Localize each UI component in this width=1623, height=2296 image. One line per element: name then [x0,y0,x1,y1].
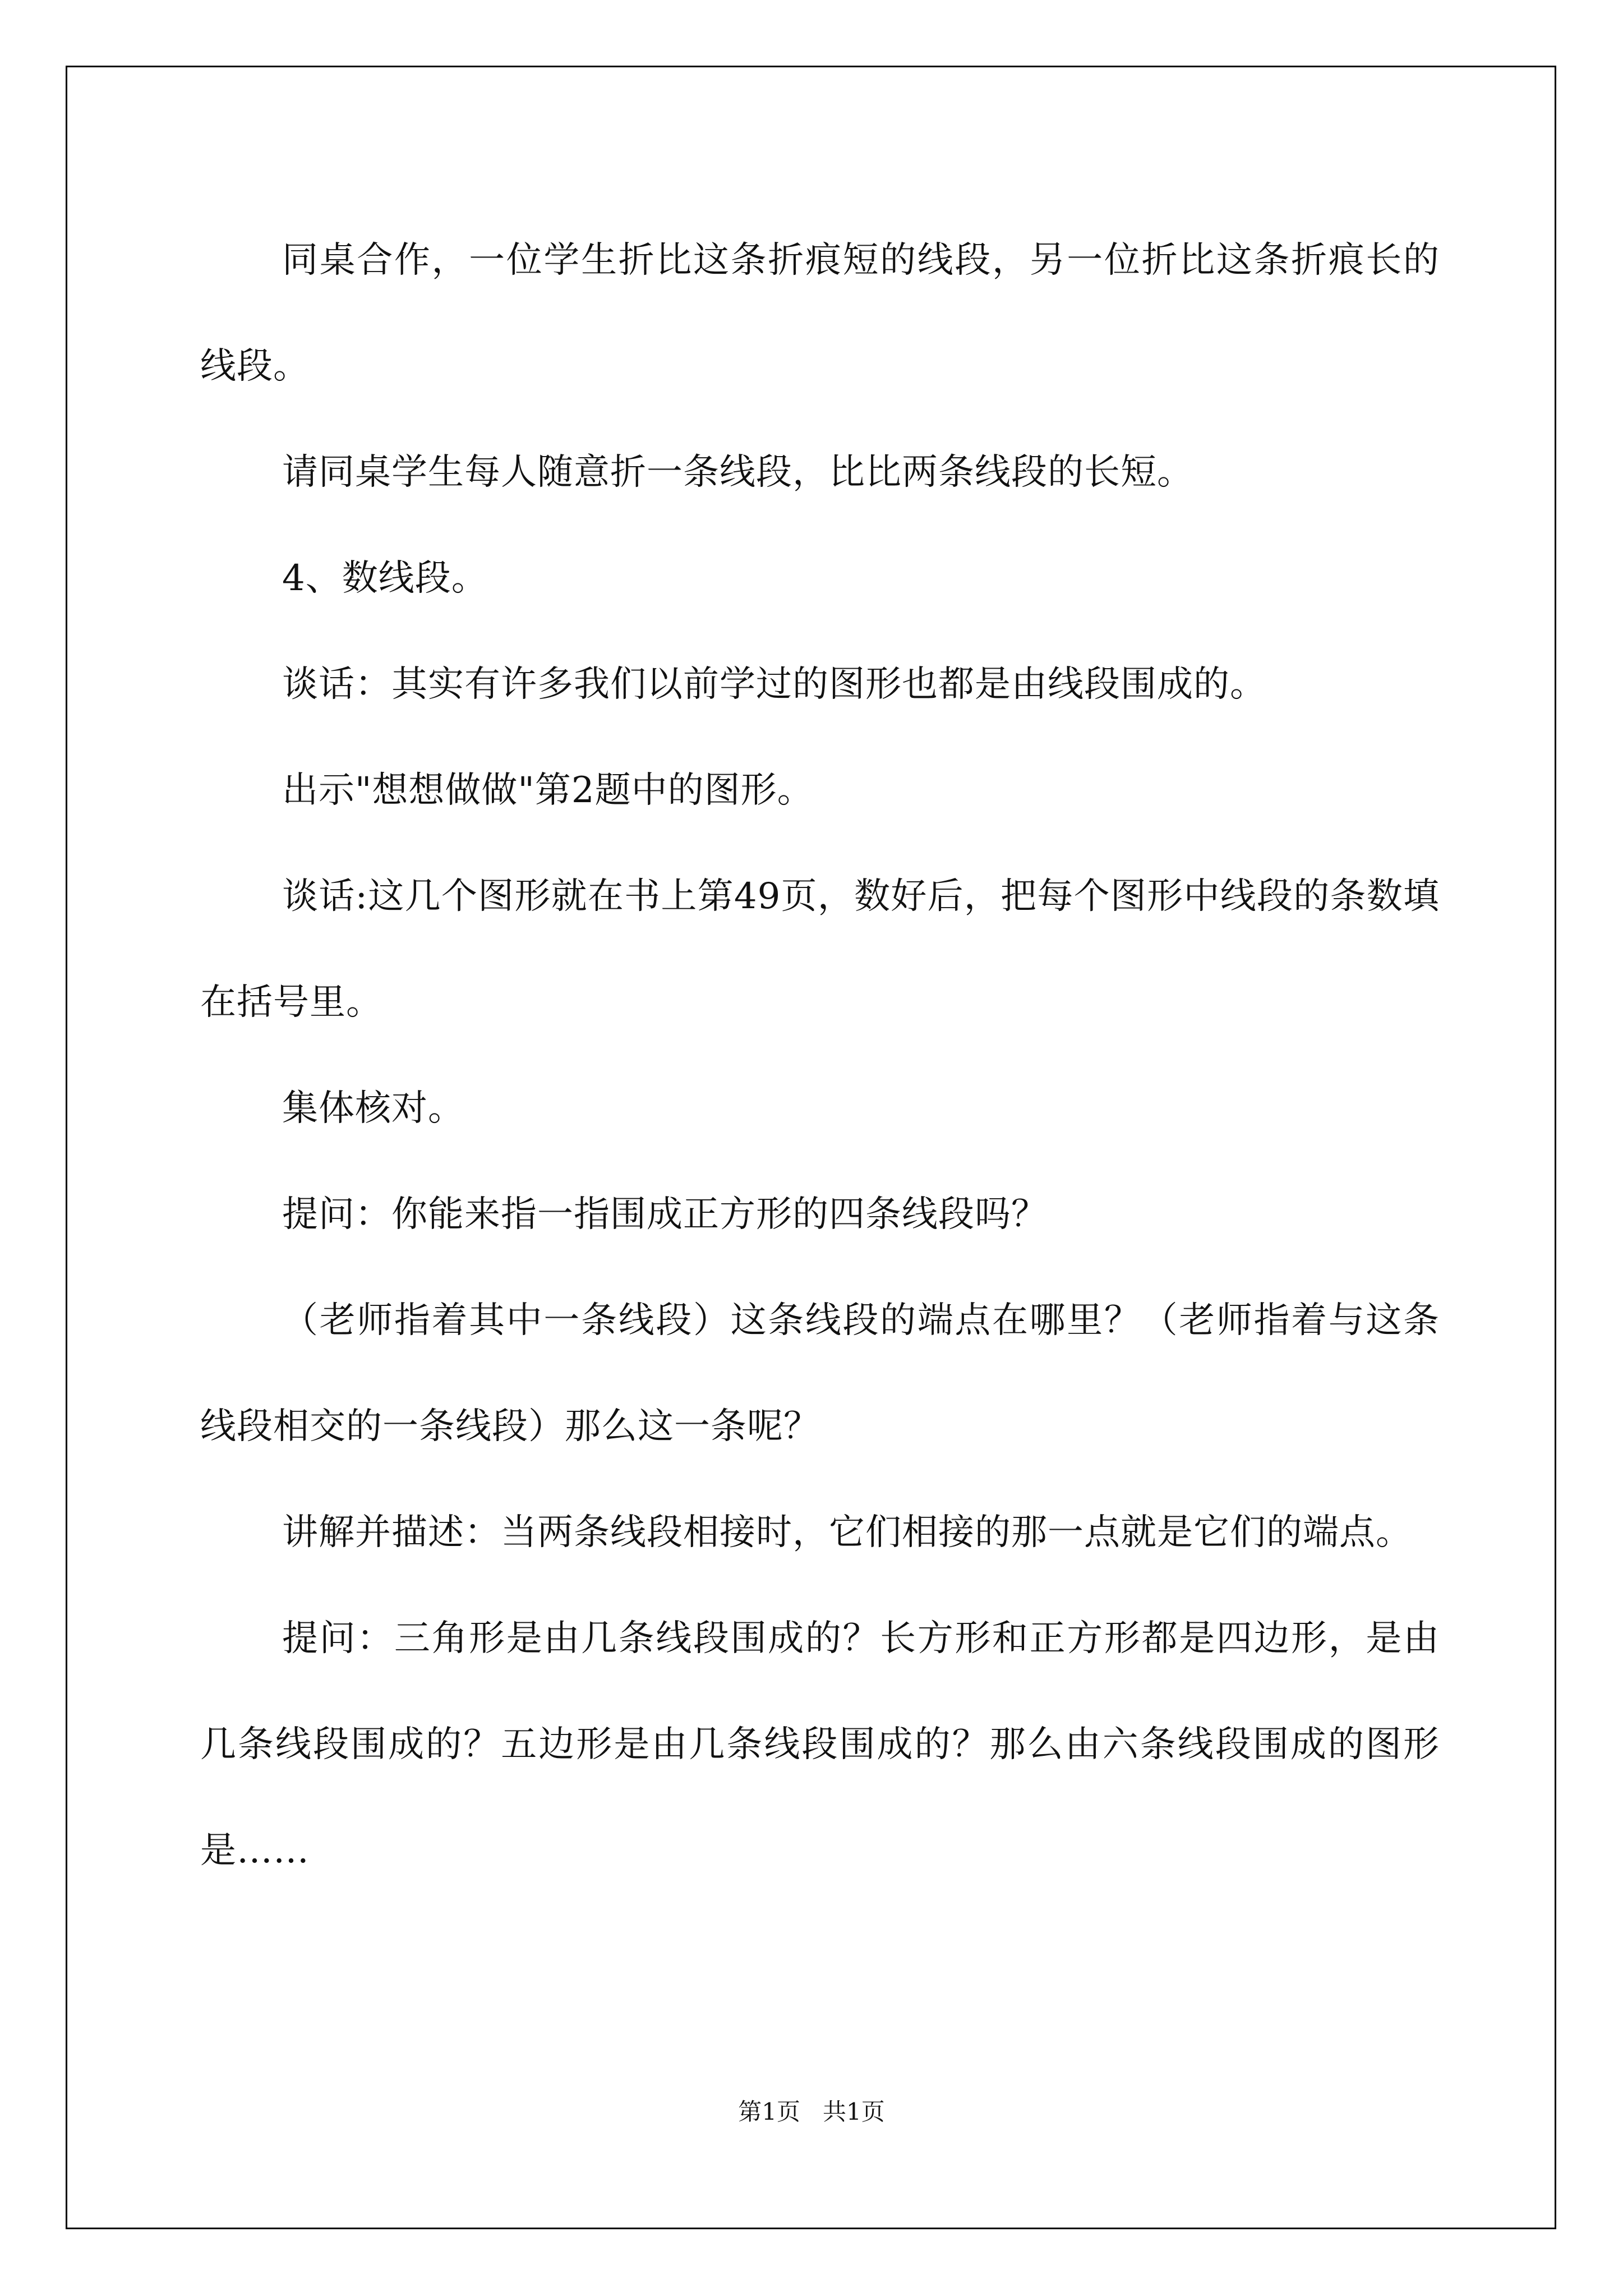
paragraph: 提问：三角形是由几条线段围成的？长方形和正方形都是四边形，是由几条线段围成的？五边形是由几条线段围成的？那么由六条线段围成的图形是…… [200,1618,1440,1871]
paragraph: 出示"想想做做"第2题中的图形。 [282,770,814,811]
paragraph: 谈话：其实有许多我们以前学过的图形也都是由线段围成的。 [282,664,1266,705]
paragraph: 集体核对。 [282,1088,464,1129]
paragraph: 讲解并描述：当两条线段相接时，它们相接的那一点就是它们的端点。 [282,1512,1412,1553]
page-total: 共1页 [823,2098,885,2125]
document-body [200,208,1440,1904]
paragraph: 请同桌学生每人随意折一条线段，比比两条线段的长短。 [282,452,1193,493]
paragraph: 同桌合作，一位学生折比这条折痕短的线段，另一位折比这条折痕长的线段。 [200,240,1440,387]
page-footer [0,2095,1623,2129]
page-number: 第1页 [738,2098,800,2125]
paragraph: 谈话:这几个图形就在书上第49页，数好后，把每个图形中线段的条数填在括号里。 [200,876,1440,1023]
paragraph: （老师指着其中一条线段）这条线段的端点在哪里？（老师指着与这条线段相交的一条线段）那么这一条呢？ [200,1300,1440,1447]
paragraph: 4、数线段。 [282,558,488,599]
paragraph: 提问：你能来指一指围成正方形的四条线段吗？ [282,1194,1048,1235]
